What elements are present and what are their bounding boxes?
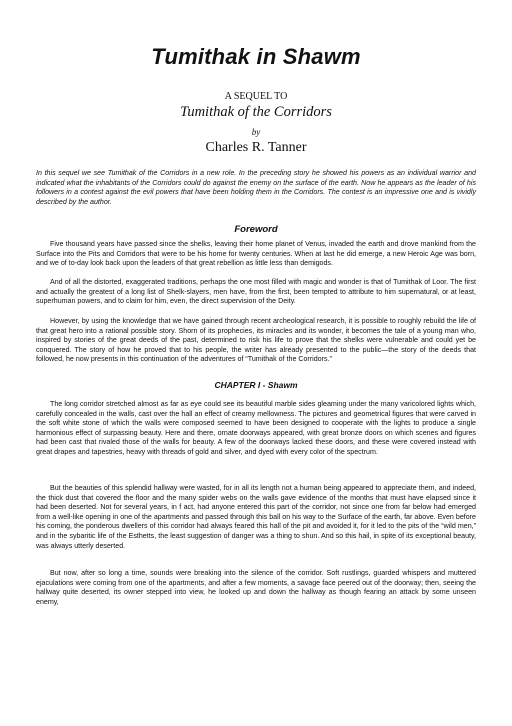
foreword-paragraph: And of all the distorted, exaggerated traditions, perhaps the one most filled with magic and wonder is that of Tumithak of Loor. The first and actually the greatest of a long list of Shelk-slayers, men have, from the first, been tempted to attribute to him supernatural, or at least, superhuman powers, and to claim for him, even, the direct supervision of the Deity.: [36, 278, 476, 306]
sequel-title: Tumithak of the Corridors: [180, 104, 332, 120]
chapter-heading: CHAPTER I - Shawm: [214, 380, 298, 390]
by-line: by: [251, 127, 261, 137]
intro-blurb: In this sequel we see Tumithak of the Corridors in a new role. In the preceding story he showed his powers as an individual warrior and indicated what the inhabitants of the Corridors could do against the enemy on the surface of the earth. Now he appears as the leader of his followers in a contest against the evil powers that have been holding them in the Corridors. The contest is an impressive one and is vividly described by the author.: [36, 169, 476, 206]
foreword-paragraph: However, by using the knowledge that we have gained through recent archeological research, it is possible to roughly rebuild the life of that great hero into a rational possible story. Shorn of its prophecies, its miracles and its wonder, it becomes the tale of a young man who, inspired by stories of the great deeds of the past, determined to risk his life to prove that the shelks were vulnerable and could yet be conquered. The story of how he proved that to his people, the writer has already presented to the public—the story of the deeds that followed, he now presents in this continuation of the adventures of “Tumithak of the Corridors.”: [36, 317, 476, 364]
foreword-paragraph: Five thousand years have passed since the shelks, leaving their home planet of Venus, invaded the earth and drove mankind from the Surface into the Pits and Corridors that were to be his home for twenty centuries. When at last he did emerge, a new Heroic Age was born, and we of to-day look back upon the leaders of that great rebellion as little less than demigods.: [36, 240, 476, 268]
foreword-heading: Foreword: [234, 224, 278, 235]
sequel-line: A SEQUEL TO: [224, 91, 288, 102]
author-name: Charles R. Tanner: [205, 140, 307, 155]
story-title: Tumithak in Shawm: [151, 44, 361, 69]
chapter-paragraph: But now, after so long a time, sounds were breaking into the silence of the corridor. Soft rustlings, guarded whispers and muttered ejaculations were coming from one of the apartments, and after a few moments, a savage face peered out of the doorway; then, seeing the hallway quite deserted, its owner stepped into view, he looked up and down the hallway as though fearing an attack by some unseen enemy,: [36, 569, 476, 606]
chapter-paragraph: The long corridor stretched almost as far as eye could see its beautiful marble sides gleaming under the many varicolored lights which, carefully concealed in the walls, cast over the hall an effect of creamy mellowness. The pictures and geometrical figures that were carved in the soft white stone of which the walls were composed seemed to have been designed to cooperate with the lights to produce a single harmonious effect of surpassing beauty. Here and there, ornate doorways appeared, with great bronze doors on which scenes and figures had been cast that rivaled those of the walls for beauty. A few of the doorways lacked these doors, and these were covered instead with great drapes and tapestries, heavy with threads of gold and silver, and dyed with every color of the spectrum.: [36, 400, 476, 456]
chapter-paragraph: But the beauties of this splendid hallway were wasted, for in all its length not a human being appeared to appreciate them, and indeed, the thick dust that covered the floor and the many spider webs on the walls gave evidence of the months that must have elapsed since it had been deserted. Not for several years, in f act, had anyone entered this part of the corridor, not since one from far below had emerged from a well-like opening in one of the apartments and passed through this ball on his way to the Surface of the earth, far above. Even before his coming, the ponderous dwellers of this corridor had always feared this hall of the pit and avoided it, for it led to the pits of the “wild men,” and in the sybaritic life of the Esthetts, the least suggestion of danger was a thing to shun. And so this hail, in spite of its exceptional beauty, was always utterly deserted.: [36, 484, 476, 550]
